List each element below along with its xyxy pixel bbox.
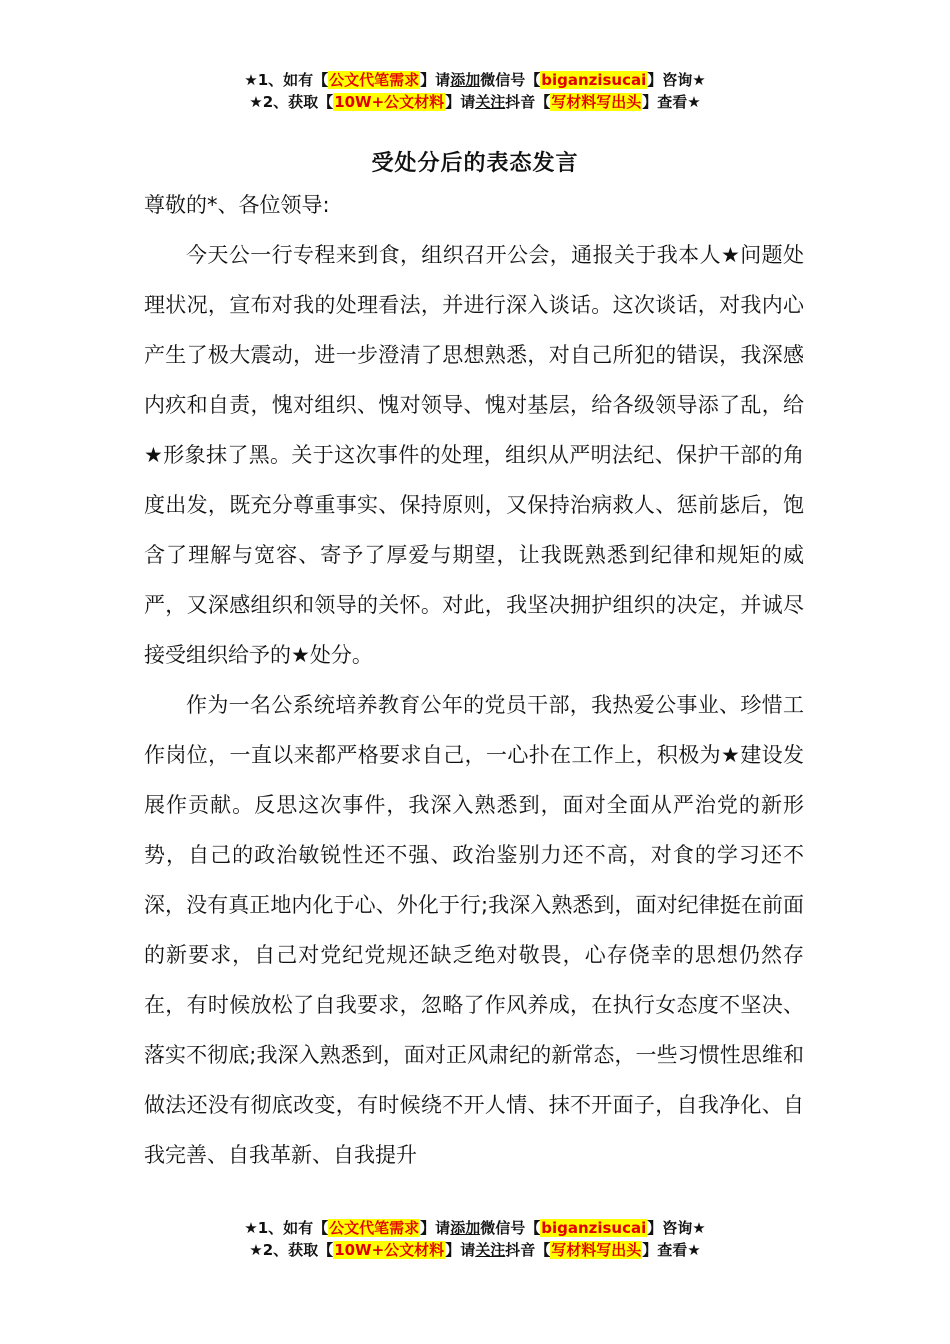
highlight-wechat-id: biganzisucai — [541, 1219, 647, 1237]
highlight-service: 公文代笔需求 — [329, 71, 420, 89]
highlight-douyin-account: 写材料写出头 — [551, 93, 642, 111]
paragraph-1: 今天公一行专程来到食，组织召开公会，通报关于我本人★问题处理状况，宣布对我的处理看法，并进行深入谈话。这次谈话，对我内心产生了极大震动，进一步澄清了思想熟悉，对自己所犯的错误，我深感内疚和自责，愧对组织、愧对领导、愧对基层，给各级领导添了乱，给★形象抹了黑。关于这次事件的处理，组织从严明法纪、保护干部的角度出发，既充分尊重事实、保持原则，又保持治病救人、惩前毖后，饱含了理解与宽容、寄予了厚爱与期望，让我既熟悉到纪律和规矩的威严，又深感组织和领导的关怀。对此，我坚决拥护组织的决定，并诚尽接受组织给予的★处分。 — [144, 243, 804, 667]
promo-banner-bottom — [0, 1217, 950, 1261]
highlight-service: 公文代笔需求 — [329, 1219, 420, 1237]
salutation: 尊敬的*、各位领导: — [144, 193, 330, 217]
highlight-douyin-account: 写材料写出头 — [551, 1241, 642, 1259]
paragraph-2: 作为一名公系统培养教育公年的党员干部，我热爱公事业、珍惜工作岗位，一直以来都严格要求自己，一心扑在工作上，积极为★建设发展作贡献。反思这次事件，我深入熟悉到，面对全面从严治党的新形势，自己的政治敏锐性还不强、政治鉴别力还不高，对食的学习还不深，没有真正地内化于心、外化于行;我深入熟悉到，面对纪律挺在前面的新要求，自己对党纪党规还缺乏绝对敬畏，心存侥幸的思想仍然存在，有时候放松了自我要求，忽略了作风养成，在执行女态度不坚决、落实不彻底;我深入熟悉到，面对正风肃纪的新常态，一些习惯性思维和做法还没有彻底改变，有时候绕不开人情、抹不开面子，自我净化、自我完善、自我革新、自我提升 — [144, 693, 804, 1167]
promo-line-1: ★1、如有【公文代笔需求】请添加微信号【biganzisucai】咨询★ — [244, 1219, 706, 1237]
document-body — [144, 180, 804, 1180]
promo-line-2: ★2、获取【10W+公文材料】请关注抖音【写材料写出头】查看★ — [249, 1241, 701, 1259]
highlight-wechat-id: biganzisucai — [541, 71, 647, 89]
document-title: 受处分后的表态发言 — [371, 150, 579, 176]
promo-line-2: ★2、获取【10W+公文材料】请关注抖音【写材料写出头】查看★ — [249, 93, 701, 111]
highlight-materials: 10W+公文材料 — [334, 93, 445, 111]
promo-line-1: ★1、如有【公文代笔需求】请添加微信号【biganzisucai】咨询★ — [244, 71, 706, 89]
highlight-materials: 10W+公文材料 — [334, 1241, 445, 1259]
promo-banner-top — [0, 69, 950, 113]
